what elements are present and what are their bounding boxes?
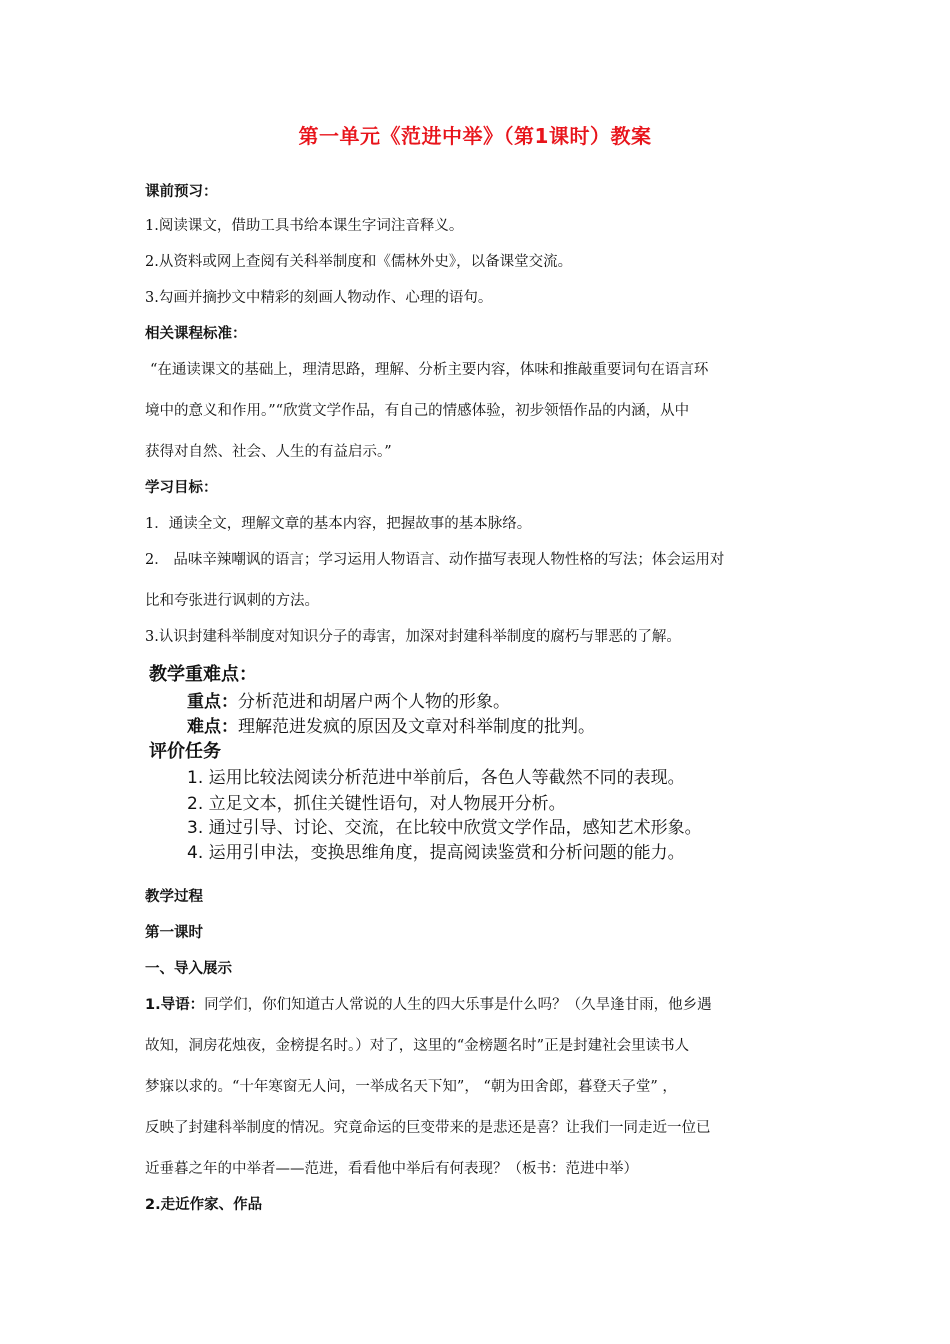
evaluation-item-4: 4. 运用引申法，变换思维角度，提高阅读鉴赏和分析问题的能力。 bbox=[187, 843, 685, 863]
preview-item-3: 3.勾画并摘抄文中精彩的刻画人物动作、心理的语句。 bbox=[145, 290, 493, 306]
document-title: 第一单元《范进中举》（第1课时）教案 bbox=[298, 124, 652, 148]
goals-line-1: 1．通读全文，理解文章的基本内容，把握故事的基本脉络。 bbox=[145, 516, 532, 532]
intro-line-1 bbox=[145, 993, 712, 1014]
intro-line-2: 故知，洞房花烛夜，金榜提名时。）对了，这里的“金榜题名时”正是封建社会里读书人 bbox=[145, 1038, 690, 1054]
goals-line-3: 比和夸张进行讽刺的方法。 bbox=[145, 593, 319, 609]
focus-label: 重点： bbox=[187, 692, 238, 712]
process-heading: 教学过程 bbox=[145, 889, 203, 905]
intro-label: 1.导语： bbox=[145, 997, 205, 1013]
evaluation-item-3: 3. 通过引导、讨论、交流，在比较中欣赏文学作品，感知艺术形象。 bbox=[187, 818, 702, 838]
evaluation-item-2: 2. 立足文本，抓住关键性语句，对人物展开分析。 bbox=[187, 794, 566, 814]
preview-item-1: 1.阅读课文，借助工具书给本课生字词注音释义。 bbox=[145, 218, 464, 234]
key-points-heading: 教学重难点： bbox=[149, 664, 257, 685]
goals-heading: 学习目标： bbox=[145, 480, 218, 496]
preview-item-2: 2.从资料或网上查阅有关科举制度和《儒林外史》，以备课堂交流。 bbox=[145, 254, 573, 270]
standards-heading: 相关课程标准： bbox=[145, 326, 247, 342]
lesson-heading: 第一课时 bbox=[145, 925, 203, 941]
difficulty-label: 难点： bbox=[187, 717, 238, 737]
section-1-heading: 一、导入展示 bbox=[145, 961, 232, 977]
standards-line-3: 获得对自然、社会、人生的有益启示。” bbox=[145, 444, 392, 460]
goals-line-2: 2． 品味辛辣嘲讽的语言；学习运用人物语言、动作描写表现人物性格的写法；体会运用对 bbox=[145, 552, 725, 568]
standards-line-1: “在通读课文的基础上，理清思路，理解、分析主要内容，体味和推敲重要词句在语言环 bbox=[150, 362, 709, 378]
evaluation-item-1: 1. 运用比较法阅读分析范进中举前后，各色人等截然不同的表现。 bbox=[187, 768, 685, 788]
difficulty-line bbox=[187, 712, 595, 737]
focus-text: 分析范进和胡屠户两个人物的形象。 bbox=[238, 692, 510, 712]
intro-line-3: 梦寐以求的。“十年寒窗无人问，一举成名天下知”， “朝为田舍郎，暮登天子堂” ， bbox=[145, 1079, 677, 1095]
standards-line-2: 境中的意义和作用。”“欣赏文学作品，有自己的情感体验，初步领悟作品的内涵，从中 bbox=[145, 403, 690, 419]
intro-text-1: 同学们，你们知道古人常说的人生的四大乐事是什么吗？（久旱逢甘雨，他乡遇 bbox=[204, 997, 712, 1013]
preview-heading: 课前预习： bbox=[145, 184, 218, 200]
intro-line-4: 反映了封建科举制度的情况。究竟命运的巨变带来的是悲还是喜？让我们一同走近一位已 bbox=[145, 1120, 711, 1136]
goals-line-4: 3.认识封建科举制度对知识分子的毒害，加深对封建科举制度的腐朽与罪恶的了解。 bbox=[145, 629, 681, 645]
difficulty-text: 理解范进发疯的原因及文章对科举制度的批判。 bbox=[238, 717, 595, 737]
focus-line bbox=[187, 687, 510, 712]
intro-line-5: 近垂暮之年的中举者——范进，看看他中举后有何表现？（板书：范进中举） bbox=[145, 1161, 638, 1177]
section-2-heading: 2.走近作家、作品 bbox=[145, 1197, 263, 1213]
evaluation-heading: 评价任务 bbox=[149, 741, 221, 762]
